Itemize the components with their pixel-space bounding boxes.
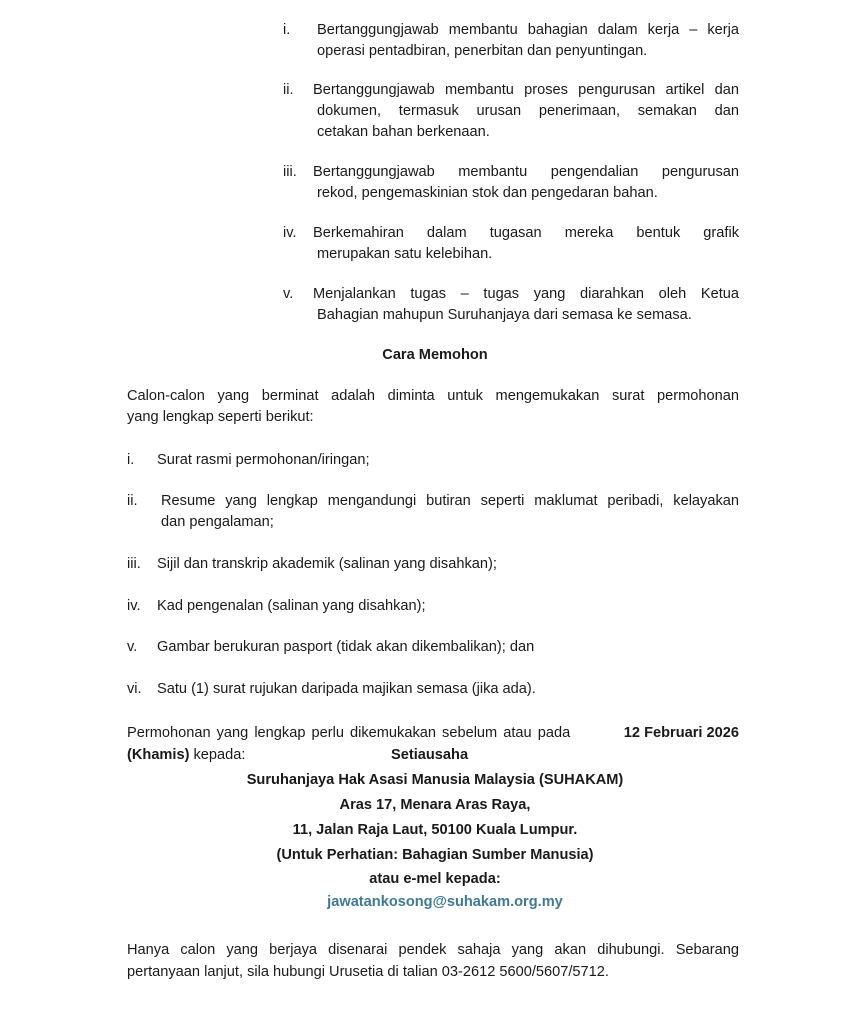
requirement-number: iii. <box>127 556 141 572</box>
duty-number: iv. <box>283 225 297 241</box>
address-line: (Untuk Perhatian: Bahagian Sumber Manusia) <box>276 847 594 863</box>
address-line: 11, Jalan Raja Laut, 50100 Kuala Lumpur. <box>292 822 578 838</box>
duty-text-line: operasi pentadbiran, penerbitan dan penyuntingan. <box>317 43 648 59</box>
duty-text-line: Menjalankan tugas – tugas yang diarahkan oleh Ketua <box>313 286 739 302</box>
duty-text-line: merupakan satu kelebihan. <box>317 246 493 262</box>
duty-text-line: dokumen, termasuk urusan penerimaan, semakan dan <box>317 103 739 119</box>
deadline-date: 12 Februari 2026 <box>623 725 739 741</box>
recipient-title: Setiausaha <box>391 747 469 763</box>
intro-line: Calon-calon yang berminat adalah diminta untuk mengemukakan surat permohonan <box>127 388 739 404</box>
requirement-text: Surat rasmi permohonan/iringan; <box>157 452 370 468</box>
duty-text-line: Bertanggungjawab membantu bahagian dalam kerja – kerja <box>317 22 739 38</box>
requirement-number: ii. <box>127 493 138 509</box>
requirement-number: v. <box>127 639 138 655</box>
address-line: atau e-mel kepada: <box>369 871 501 887</box>
deadline-day: (Khamis) <box>127 747 190 763</box>
requirement-text: Satu (1) surat rujukan daripada majikan semasa (jika ada). <box>157 681 536 697</box>
address-line: Aras 17, Menara Aras Raya, <box>339 797 531 813</box>
closing-line: Hanya calon yang berjaya disenarai pendek sahaja yang akan dihubungi. Sebarang <box>127 942 739 958</box>
submission-line <box>127 723 739 743</box>
requirement-text: Kad pengenalan (salinan yang disahkan); <box>157 598 426 614</box>
submission-to: kepada: <box>193 747 246 763</box>
section-title: Cara Memohon <box>382 347 488 363</box>
duty-text-line: Berkemahiran dalam tugasan mereka bentuk grafik <box>313 225 739 241</box>
requirement-text: Resume yang lengkap mengandungi butiran seperti maklumat peribadi, kelayakan <box>161 493 739 509</box>
requirement-number: iv. <box>127 598 141 614</box>
submission-text: Permohonan yang lengkap perlu dikemukakan sebelum atau pada <box>127 725 571 741</box>
duty-text-line: Bertanggungjawab membantu pengendalian pengurusan <box>313 164 739 180</box>
requirement-text: Gambar berukuran pasport (tidak akan dikembalikan); dan <box>157 639 535 655</box>
closing-line: pertanyaan lanjut, sila hubungi Urusetia di talian 03-2612 5600/5607/5712. <box>127 964 609 980</box>
duty-text-line: Bahagian mahupun Suruhanjaya dari semasa ke semasa. <box>317 307 692 323</box>
duty-number: iii. <box>283 164 297 180</box>
requirement-text: dan pengalaman; <box>161 514 274 530</box>
duty-number: i. <box>283 22 291 38</box>
duty-number: v. <box>283 286 294 302</box>
intro-line: yang lengkap seperti berikut: <box>127 409 314 425</box>
requirement-text: Sijil dan transkrip akademik (salinan yang disahkan); <box>157 556 497 572</box>
address-line: Suruhanjaya Hak Asasi Manusia Malaysia (SUHAKAM) <box>246 772 624 788</box>
duty-number: ii. <box>283 82 294 98</box>
requirement-number: i. <box>127 452 135 468</box>
submission-line-2 <box>127 745 245 765</box>
duty-text-line: Bertanggungjawab membantu proses pengurusan artikel dan <box>313 82 739 98</box>
email-link[interactable]: jawatankosong@suhakam.org.my <box>327 894 563 910</box>
duty-text-line: rekod, pengemaskinian stok dan pengedaran bahan. <box>317 185 658 201</box>
requirement-number: vi. <box>127 681 142 697</box>
duty-text-line: cetakan bahan berkenaan. <box>317 124 490 140</box>
